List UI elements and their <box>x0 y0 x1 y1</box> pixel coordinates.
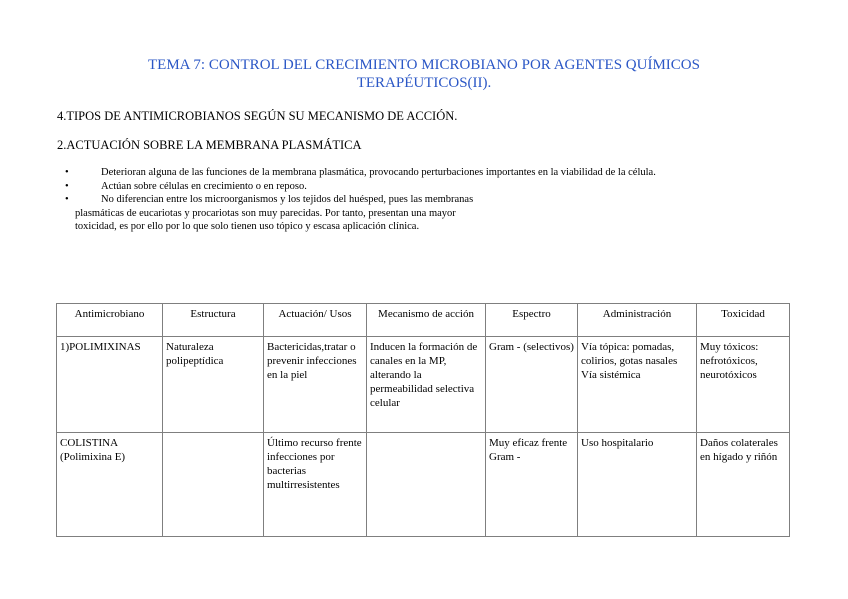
table-cell: Último recurso frente infecciones por bacterias multirresistentes <box>264 433 367 537</box>
bullet-continuation-line: plasmáticas de eucariotas y procariotas son muy parecidas. Por tanto, presentan una mayor <box>75 208 456 219</box>
table-cell <box>578 337 697 433</box>
cell-line: Vía sistémica <box>581 369 641 381</box>
column-header: Administración <box>578 304 697 337</box>
table-cell: Muy tóxicos: nefrotóxicos, neurotóxicos <box>697 337 790 433</box>
table-row <box>57 433 790 537</box>
column-header: Espectro <box>486 304 578 337</box>
antimicrobials-table <box>56 303 790 537</box>
table-cell: 1)POLIMIXINAS <box>57 337 163 433</box>
bullet-text: Actúan sobre células en crecimiento o en reposo. <box>101 180 307 192</box>
document-title-line-2: TERAPÉUTICOS(II). <box>356 75 492 91</box>
column-header: Mecanismo de acción <box>367 304 486 337</box>
list-item <box>57 193 817 207</box>
column-header: Actuación/ Usos <box>264 304 367 337</box>
table-cell: Bactericidas,tratar o prevenir infecciones en la piel <box>264 337 367 433</box>
table-cell: Naturaleza polipeptídica <box>163 337 264 433</box>
subsection-heading: 2.ACTUACIÓN SOBRE LA MEMBRANA PLASMÁTICA <box>57 138 362 152</box>
bullet-icon: • <box>65 167 69 178</box>
table-cell: Muy eficaz frente Gram - <box>486 433 578 537</box>
table-cell <box>57 433 163 537</box>
table-row <box>57 337 790 433</box>
bullet-list <box>57 166 817 207</box>
table-cell: Inducen la formación de canales en la MP, alterando la permeabilidad selectiva celular <box>367 337 486 433</box>
document-title-line-1: TEMA 7: CONTROL DEL CRECIMIENTO MICROBIANO POR AGENTES QUÍMICOS <box>148 57 700 73</box>
table-cell: Gram - (selectivos) <box>486 337 578 433</box>
column-header: Toxicidad <box>697 304 790 337</box>
table-cell <box>163 433 264 537</box>
cell-line: COLISTINA <box>60 437 119 449</box>
bullet-icon: • <box>65 194 69 205</box>
cell-line: Vía tópica: pomadas, colirios, gotas nasales <box>581 341 678 367</box>
bullet-text: Deterioran alguna de las funciones de la membrana plasmática, provocando perturbaciones importantes en la viabilidad de la célula. <box>101 167 656 178</box>
column-header: Estructura <box>163 304 264 337</box>
bullet-icon: • <box>65 180 69 192</box>
table-header-row <box>57 304 790 337</box>
bullet-continuation-line: toxicidad, es por ello por lo que solo tienen uso tópico y escasa aplicación clínica. <box>75 221 420 232</box>
table-cell <box>367 433 486 537</box>
list-item <box>57 166 817 180</box>
table-cell: Daños colaterales en hígado y riñón <box>697 433 790 537</box>
list-item <box>57 180 817 194</box>
column-header: Antimicrobiano <box>57 304 163 337</box>
cell-line: (Polimixina E) <box>60 451 126 463</box>
table-cell: Uso hospitalario <box>578 433 697 537</box>
bullet-text: No diferencian entre los microorganismos y los tejidos del huésped, pues las membranas <box>101 194 474 205</box>
section-heading: 4.TIPOS DE ANTIMICROBIANOS SEGÚN SU MECANISMO DE ACCIÓN. <box>57 109 458 123</box>
